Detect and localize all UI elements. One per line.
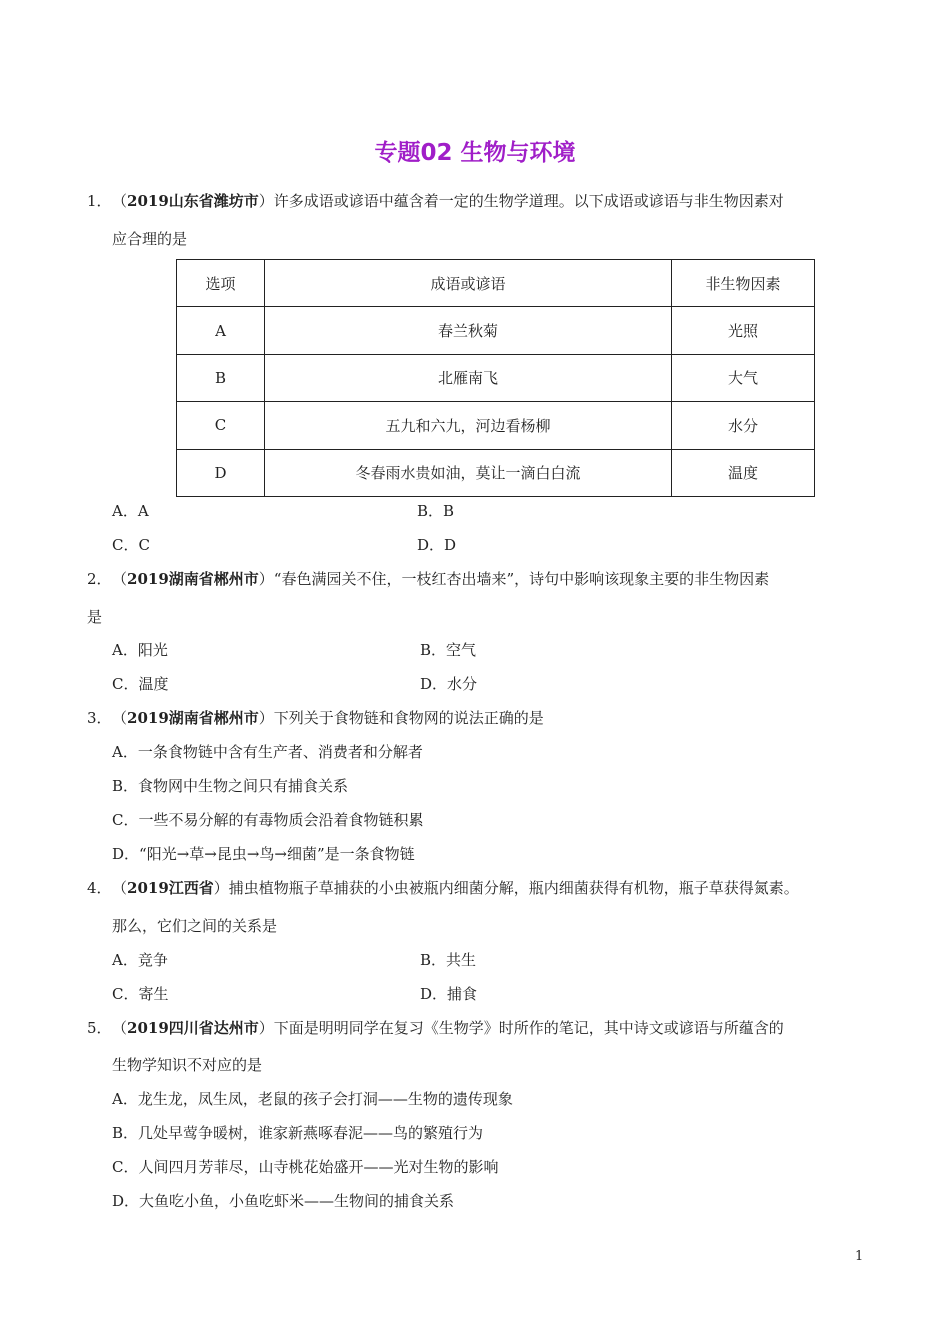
question-4-option-b: B．共生 — [420, 951, 477, 969]
table-header-row — [177, 260, 815, 307]
page-title: 专题02 生物与环境 — [374, 140, 576, 166]
table-cell: 春兰秋菊 — [265, 307, 672, 354]
question-4-stem-cont: 那么，它们之间的关系是 — [112, 917, 278, 935]
question-2-option-a: A．阳光 — [112, 641, 168, 659]
question-4-number: 4． — [87, 879, 112, 897]
question-2-option-d: D．水分 — [420, 675, 478, 693]
table-header-cell: 选项 — [177, 260, 265, 307]
question-2-stem: （2019湖南省郴州市）“春色满园关不住，一枝红杏出墙来”，诗句中影响该现象主要的非生物因素 — [112, 570, 770, 588]
question-1-table — [176, 259, 815, 497]
table-cell: 光照 — [672, 307, 815, 354]
question-4-stem: （2019江西省）捕虫植物瓶子草捕获的小虫被瓶内细菌分解，瓶内细菌获得有机物，瓶子草获得氮素。 — [112, 879, 799, 897]
question-4-option-a: A．竞争 — [112, 951, 168, 969]
question-5-number: 5． — [87, 1019, 112, 1037]
table-cell: A — [177, 307, 265, 354]
question-3-option-b: B．食物网中生物之间只有捕食关系 — [112, 777, 349, 795]
question-5-option-c: C．人间四月芳菲尽，山寺桃花始盛开——光对生物的影响 — [112, 1158, 499, 1176]
table-cell: 冬春雨水贵如油，莫让一滴白白流 — [265, 449, 672, 496]
question-1-option-b: B．B — [417, 502, 455, 520]
question-4-option-d: D．捕食 — [420, 985, 478, 1003]
table-cell: 大气 — [672, 354, 815, 401]
table-cell: 温度 — [672, 449, 815, 496]
question-3-option-d: D．“阳光→草→昆虫→鸟→细菌”是一条食物链 — [112, 845, 415, 863]
question-2-option-b: B．空气 — [420, 641, 477, 659]
table-cell: B — [177, 354, 265, 401]
question-5-stem-cont: 生物学知识不对应的是 — [112, 1056, 263, 1074]
question-4-option-c: C．寄生 — [112, 985, 169, 1003]
question-1-source: 2019山东省潍坊市 — [127, 192, 259, 210]
question-2-stem-cont: 是 — [87, 608, 103, 626]
question-1-number: 1． — [87, 192, 112, 210]
table-row — [177, 354, 815, 401]
question-3-source: 2019湖南省郴州市 — [127, 709, 259, 727]
question-1-option-d: D．D — [417, 536, 457, 554]
question-5-option-a: A．龙生龙，凤生凤，老鼠的孩子会打洞——生物的遗传现象 — [112, 1090, 513, 1108]
question-5-source: 2019四川省达州市 — [127, 1019, 259, 1037]
table-header-cell: 成语或谚语 — [265, 260, 672, 307]
question-1-stem-cont: 应合理的是 — [112, 230, 188, 248]
question-3-option-a: A．一条食物链中含有生产者、消费者和分解者 — [112, 743, 423, 761]
table-row — [177, 402, 815, 449]
table-row — [177, 307, 815, 354]
question-2-source: 2019湖南省郴州市 — [127, 570, 259, 588]
question-4-source: 2019江西省 — [127, 879, 214, 897]
question-1-option-a: A．A — [112, 502, 149, 520]
question-1-option-c: C．C — [112, 536, 150, 554]
question-2-number: 2． — [87, 570, 112, 588]
question-3-number: 3． — [87, 709, 112, 727]
table-row — [177, 449, 815, 496]
question-2-option-c: C．温度 — [112, 675, 169, 693]
question-1-stem: （2019山东省潍坊市）许多成语或谚语中蕴含着一定的生物学道理。以下成语或谚语与非生物因素对 — [112, 192, 784, 210]
table-cell: D — [177, 449, 265, 496]
question-3-option-c: C．一些不易分解的有毒物质会沿着食物链积累 — [112, 811, 424, 829]
table-cell: 北雁南飞 — [265, 354, 672, 401]
table-cell: C — [177, 402, 265, 449]
table-header-cell: 非生物因素 — [672, 260, 815, 307]
question-5-option-d: D．大鱼吃小鱼，小鱼吃虾米——生物间的捕食关系 — [112, 1192, 455, 1210]
question-5-option-b: B．几处早莺争暖树，谁家新燕啄春泥——鸟的繁殖行为 — [112, 1124, 484, 1142]
table-cell: 五九和六九，河边看杨柳 — [265, 402, 672, 449]
table-cell: 水分 — [672, 402, 815, 449]
question-5-stem: （2019四川省达州市）下面是明明同学在复习《生物学》时所作的笔记，其中诗文或谚语与所蕴含的 — [112, 1019, 784, 1037]
question-3-stem: （2019湖南省郴州市）下列关于食物链和食物网的说法正确的是 — [112, 709, 544, 727]
page-number: 1 — [855, 1249, 864, 1264]
